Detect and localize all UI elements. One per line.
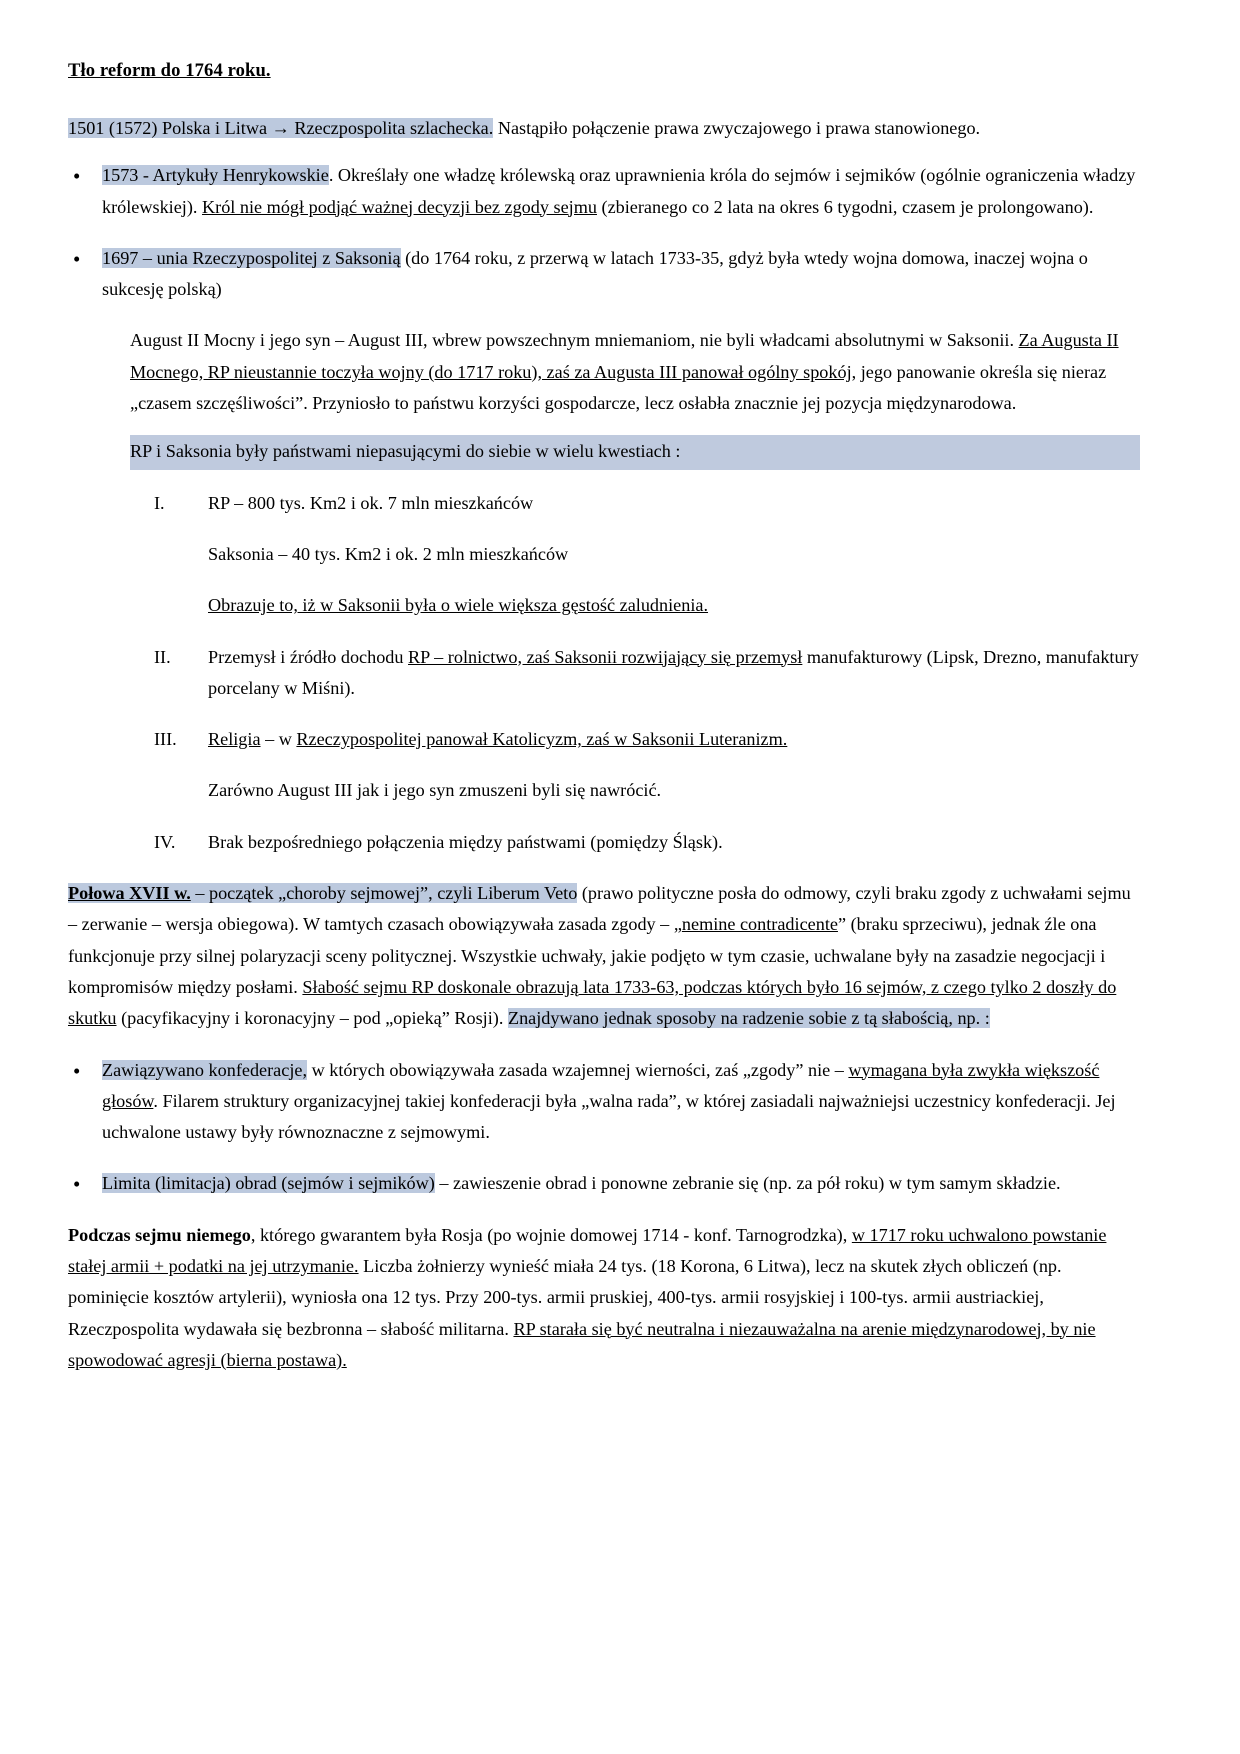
final-text-2: Liczba żołnierzy wynieść miała 24 tys. (18 Korona, 6 Litwa), lecz na skutek złych obliczeń (np. pominięcie kosztów artylerii), wyniosła ona 12 tys. Przy 200-tys. armii pruskiej, 400-tys. armii rosyjskiej i 100-tys. armii austriackiej, Rzeczpospolita wydawała się bezbronna – słabość militarna. — [68, 1255, 1062, 1339]
roman-list — [68, 488, 1140, 858]
final-paragraph — [68, 1220, 1140, 1376]
intro-paragraph — [68, 113, 1140, 144]
roman-numeral: III. — [154, 729, 177, 750]
liberum-veto-text-2: ” (braku sprzeciwu), jednak źle ona funkcjonuje przy silnej polaryzacji sceny politycznej. Wszystkie uchwały, jakie podjęto w tym czasie, uchwalane były na zasadzie negocjacji i kompromisów między posłami. — [68, 914, 1106, 997]
liberum-veto-paragraph — [68, 878, 1140, 1034]
final-underlined-1: w 1717 roku uchwalono powstanie stałej armii + podatki na jej utrzymanie. — [68, 1224, 1107, 1276]
roman-text: – w — [260, 729, 297, 750]
august-paragraph — [130, 325, 1140, 419]
list-item — [68, 724, 1140, 807]
bullet-text: . Określały one władzę królewską oraz uprawnienia króla do sejmów i sejmików (ogólnie ograniczenia władzy królewskiej). — [102, 165, 1136, 217]
bullet-text: – zawieszenie obrad i ponowne zebranie się (np. za pół roku) w tym samym składzie. — [434, 1173, 1061, 1194]
roman-text-2: manufakturowy (Lipsk, Drezno, manufaktury porcelany w Miśni). — [208, 646, 1139, 698]
bullet-text-2: (zbieranego co 2 lata na okres 6 tygodni, czasem je prolongowano). — [596, 196, 1094, 217]
roman-numeral: I. — [154, 492, 165, 513]
august-underlined: Za Augusta II Mocnego, RP nieustannie toczyła wojny (do 1717 roku), zaś za Augusta III panował ogólny spokój, — [130, 330, 1119, 382]
liberum-veto-text-1: (prawo polityczne posła do odmowy, czyli braku zgody z uchwałami sejmu – zerwanie – wersja obiegowa). W tamtych czasach obowiązywała zasada zgody – „ — [68, 883, 1131, 935]
liberum-veto-lead-highlight: – początek „choroby sejmowej”, czyli Liberum Veto — [190, 883, 578, 904]
roman-subline-1: Saksonia – 40 tys. Km2 i ok. 2 mln mieszkańców — [208, 543, 569, 564]
top-bullet-list — [68, 160, 1140, 305]
final-text-1: , którego gwarantem była Rosja (po wojnie domowej 1714 - konf. Tarnogrodzka), — [250, 1224, 852, 1245]
nemine-contradicente-underlined: nemine contradicente — [681, 914, 838, 935]
roman-underlined: RP – rolnictwo, zaś Saksonii rozwijający się przemysł — [408, 646, 803, 667]
bullet-underlined: wymagana była zwykła większość głosów — [102, 1059, 1100, 1111]
bullet-underlined: Król nie mógł podjąć ważnej decyzji bez zgody sejmu — [202, 196, 597, 217]
liberum-veto-highlight-tail: Znajdywano jednak sposoby na radzenie sobie z tą słabością, np. : — [507, 1008, 990, 1029]
comparison-heading-text: RP i Saksonia były państwami niepasującymi do siebie w wielu kwestiach : — [130, 435, 1140, 469]
bullet-lead-highlight: 1573 - Artykuły Henrykowskie — [102, 165, 329, 186]
bullet-lead-highlight: Zawiązywano konfederacje, — [102, 1059, 308, 1080]
list-item — [68, 642, 1140, 705]
document-body — [68, 55, 1140, 1376]
roman-numeral: IV. — [154, 831, 176, 852]
bullet-text: (do 1764 roku, z przerwą w latach 1733-35, gdyż była wtedy wojna domowa, inaczej wojna o sukcesję polską) — [102, 247, 1088, 300]
final-lead-bold: Podczas sejmu niemego — [68, 1224, 251, 1245]
roman-subline-2: Obrazuje to, iż w Saksonii była o wiele większa gęstość zaludnienia. — [208, 595, 709, 616]
roman-underlined-1: Religia — [208, 729, 261, 750]
bullet-text-2: . Filarem struktury organizacyjnej takiej konfederacji była „walna rada”, w której zasiadali najważniejsi uczestnicy konfederacji. Jej uchwalone ustawy były równoznaczne z sejmowymi. — [102, 1090, 1116, 1143]
list-item — [68, 1168, 1140, 1199]
final-underlined-2: RP starała się być neutralna i niezauważalna na arenie międzynarodowej, by nie spowodować agresji (bierna postawa). — [68, 1318, 1096, 1370]
intro-highlight-2: Rzeczpospolita szlachecka. — [289, 117, 494, 138]
right-arrow-icon: → — [271, 117, 290, 138]
roman-underlined-2: Rzeczypospolitej panował Katolicyzm, zaś w Saksonii Luteranizm. — [296, 729, 788, 750]
slabosc-sejmu-underlined: Słabość sejmu RP doskonale obrazują lata 1733-63, podczas których było 16 sejmów, z czego tylko 2 doszły do skutku — [68, 976, 1117, 1029]
liberum-veto-lead: Połowa XVII w. — [68, 883, 191, 904]
roman-text: Przemysł i źródło dochodu — [208, 646, 409, 667]
august-text-1: August II Mocny i jego syn – August III, wbrew powszechnym mniemaniom, nie byli władcami absolutnymi w Saksonii. — [130, 330, 1019, 351]
list-item — [68, 1055, 1140, 1149]
bullet-lead-highlight: 1697 – unia Rzeczypospolitej z Saksonią — [102, 247, 401, 268]
roman-text: Brak bezpośredniego połączenia między państwami (pomiędzy Śląsk). — [208, 831, 723, 852]
intro-highlight: 1501 (1572) Polska i Litwa — [68, 117, 272, 138]
roman-numeral: II. — [154, 646, 171, 667]
list-item — [68, 160, 1140, 223]
list-item — [68, 243, 1140, 306]
august-text-2: jego panowanie określa się nieraz „czasem szczęśliwości”. Przyniosło to państwu korzyści gospodarcze, lecz osłabła znacznie jej pozycja międzynarodowa. — [130, 361, 1107, 414]
comparison-heading — [130, 435, 1140, 469]
roman-subline-1: Zarówno August III jak i jego syn zmuszeni byli się nawrócić. — [208, 780, 662, 801]
bullet-text: w których obowiązywała zasada wzajemnej wierności, zaś „zgody” nie – — [307, 1059, 849, 1080]
roman-text: RP – 800 tys. Km2 i ok. 7 mln mieszkańców — [208, 492, 534, 513]
liberum-veto-text-3: (pacyfikacyjny i koronacyjny – pod „opieką” Rosji). — [116, 1008, 508, 1029]
bottom-bullet-list — [68, 1055, 1140, 1200]
intro-rest: Nastąpiło połączenie prawa zwyczajowego i prawa stanowionego. — [493, 117, 981, 138]
page-title: Tło reform do 1764 roku. — [68, 60, 271, 81]
bullet-lead-highlight: Limita (limitacja) obrad (sejmów i sejmików) — [102, 1173, 435, 1194]
list-item — [68, 488, 1140, 622]
list-item — [68, 827, 1140, 858]
